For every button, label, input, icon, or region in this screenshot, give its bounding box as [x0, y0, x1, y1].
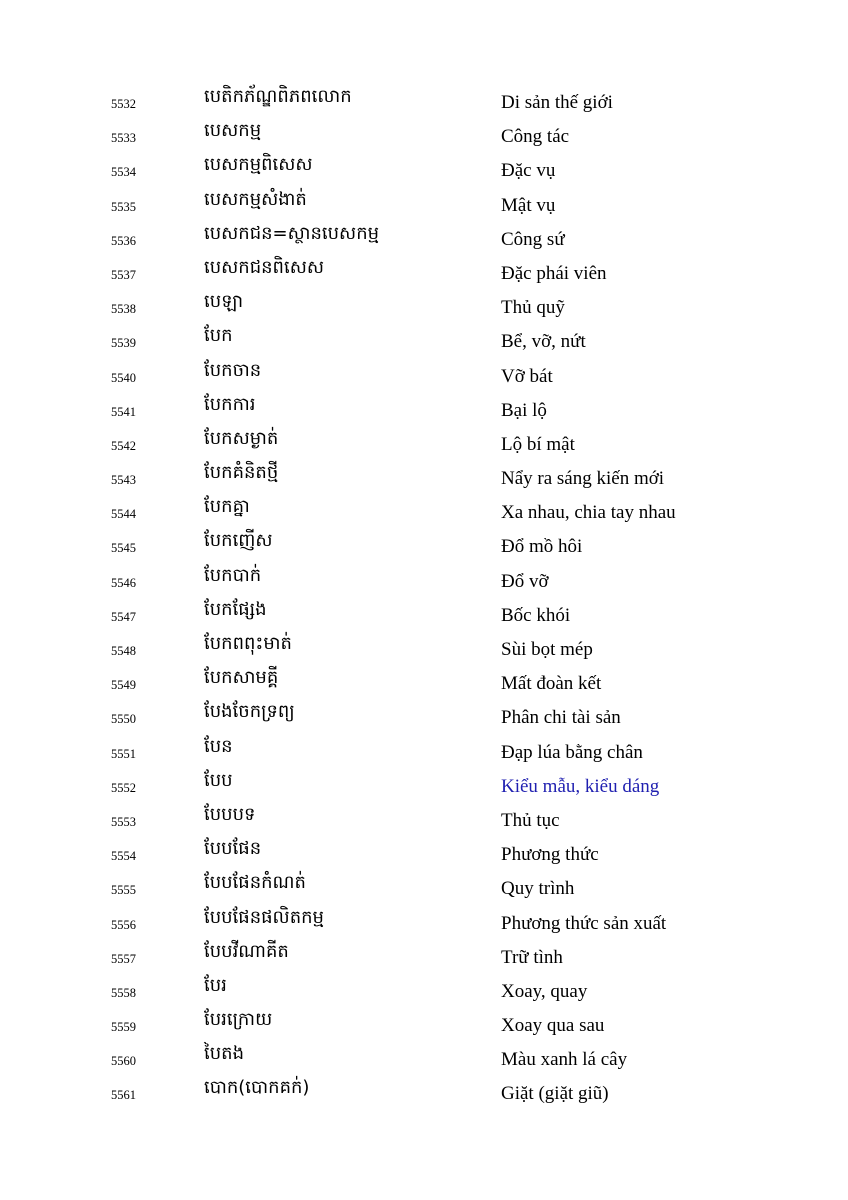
entry-row [0, 597, 848, 631]
khmer-term: បៃតង [204, 1043, 244, 1065]
khmer-term: បែប [204, 769, 233, 791]
entry-number: 5549 [111, 678, 136, 693]
entry-row [0, 768, 848, 802]
entry-number: 5560 [111, 1054, 136, 1069]
entry-number: 5551 [111, 746, 136, 761]
khmer-term: បែន [204, 735, 233, 757]
khmer-term: បែកការ [204, 393, 256, 415]
entry-row [0, 665, 848, 699]
entry-row [0, 1075, 848, 1109]
khmer-term: បោក(បោកគក់) [204, 1077, 310, 1099]
entry-row [0, 255, 848, 289]
entry-number: 5554 [111, 849, 136, 864]
entry-row [0, 1007, 848, 1041]
entry-number: 5538 [111, 302, 136, 317]
vietnamese-translation: Lộ bí mật [501, 433, 575, 455]
vietnamese-translation: Kiểu mẫu, kiểu dáng [501, 775, 660, 797]
khmer-term: បែបផែន [204, 838, 262, 860]
entry-row [0, 152, 848, 186]
vietnamese-translation: Trữ tình [501, 946, 563, 968]
entry-number: 5546 [111, 575, 136, 590]
vietnamese-translation: Mật vụ [501, 194, 556, 216]
entry-row [0, 528, 848, 562]
vietnamese-translation: Đổ vỡ [501, 570, 549, 592]
khmer-term: បែកចាន [204, 359, 262, 381]
khmer-term: បែបវីណាគីត [204, 940, 289, 962]
khmer-term: បែកគ្នា [204, 496, 250, 518]
vietnamese-translation: Mất đoàn kết [501, 673, 602, 695]
vietnamese-translation: Xa nhau, chia tay nhau [501, 502, 676, 524]
entry-row [0, 939, 848, 973]
entry-row [0, 1041, 848, 1075]
khmer-term: បែបផែនកំណត់ [204, 872, 306, 894]
vietnamese-translation: Phương thức [501, 844, 599, 866]
vietnamese-translation: Vỡ bát [501, 365, 553, 387]
entry-row [0, 494, 848, 528]
khmer-term: បេសកម្មពិសេស [204, 154, 313, 176]
vietnamese-translation: Đặc phái viên [501, 262, 607, 284]
entry-number: 5556 [111, 917, 136, 932]
entry-number: 5548 [111, 644, 136, 658]
vietnamese-translation: Đạp lúa bằng chân [501, 741, 643, 763]
khmer-term: បែកញើស [204, 530, 273, 552]
entry-row [0, 392, 848, 426]
entry-row [0, 221, 848, 255]
khmer-term: បែងចែកទ្រព្យ [204, 701, 295, 723]
entry-number: 5536 [111, 233, 136, 248]
khmer-term: បែបផែនផលិតកម្ម [204, 906, 324, 928]
khmer-term: បែកពពុះមាត់ [204, 633, 292, 654]
khmer-term: បែកគំនិតថ្មី [204, 462, 279, 484]
entry-number: 5555 [111, 883, 136, 898]
entry-number: 5541 [111, 404, 136, 419]
entry-number: 5545 [111, 541, 136, 556]
vietnamese-translation: Di sản thế giới [501, 92, 613, 113]
entry-number: 5543 [111, 473, 136, 488]
khmer-term: បែរ [204, 974, 227, 996]
khmer-term: បែកផ្សែង [204, 598, 267, 620]
vietnamese-translation: Quy trình [501, 878, 575, 900]
vietnamese-translation: Bại lộ [501, 399, 547, 421]
khmer-term: បែកបាក់ [204, 564, 262, 586]
khmer-term: បេឡា [204, 291, 244, 313]
vietnamese-translation: Sùi bọt mép [501, 639, 593, 660]
khmer-term: បេសកជនពិសេស [204, 256, 324, 278]
vietnamese-translation: Xoay qua sau [501, 1015, 605, 1037]
entry-number: 5533 [111, 131, 136, 146]
entry-row [0, 870, 848, 904]
entry-list [0, 84, 848, 1110]
entry-number: 5544 [111, 507, 136, 522]
entry-number: 5532 [111, 97, 136, 111]
entry-row [0, 699, 848, 733]
vietnamese-translation: Đổ mồ hôi [501, 536, 583, 558]
entry-row [0, 802, 848, 836]
khmer-term: បែក [204, 325, 233, 347]
khmer-term: បែបបទ [204, 803, 256, 825]
entry-number: 5540 [111, 370, 136, 385]
entry-number: 5553 [111, 814, 136, 829]
entry-number: 5561 [111, 1088, 136, 1103]
entry-row [0, 734, 848, 768]
vietnamese-translation: Nẩy ra sáng kiến mới [501, 468, 665, 490]
entry-row [0, 426, 848, 460]
entry-row [0, 358, 848, 392]
vietnamese-translation: Thủ tục [501, 809, 560, 831]
entry-row [0, 84, 848, 118]
entry-number: 5552 [111, 780, 136, 795]
entry-row [0, 187, 848, 221]
vietnamese-translation: Thủ quỹ [501, 297, 565, 319]
entry-row [0, 973, 848, 1007]
entry-number: 5557 [111, 951, 136, 966]
khmer-term: បេសកម្ម [204, 120, 262, 142]
vietnamese-translation: Giặt (giặt giũ) [501, 1083, 609, 1105]
entry-number: 5558 [111, 985, 136, 1000]
vietnamese-translation: Phân chi tài sản [501, 707, 621, 729]
entry-row [0, 323, 848, 357]
vietnamese-translation: Công tác [501, 126, 570, 148]
entry-number: 5542 [111, 438, 136, 453]
entry-number: 5559 [111, 1020, 136, 1035]
entry-number: 5535 [111, 199, 136, 214]
entry-number: 5547 [111, 609, 136, 624]
entry-row [0, 836, 848, 870]
entry-row [0, 118, 848, 152]
khmer-term: បែរក្រោយ [204, 1009, 273, 1031]
khmer-term: បែកសម្ងាត់ [204, 427, 279, 449]
vietnamese-translation: Bể, vỡ, nứt [501, 331, 586, 353]
vietnamese-translation: Đặc vụ [501, 160, 556, 182]
vietnamese-translation: Xoay, quay [501, 980, 588, 1002]
entry-number: 5537 [111, 267, 136, 282]
entry-row [0, 289, 848, 323]
entry-number: 5534 [111, 165, 136, 180]
khmer-term: បេសកជន=ស្ថានបេសកម្ម [204, 222, 380, 244]
entry-row [0, 460, 848, 494]
entry-row [0, 905, 848, 939]
vietnamese-translation: Phương thức sản xuất [501, 912, 667, 934]
vietnamese-translation: Màu xanh lá cây [501, 1049, 628, 1071]
khmer-term: បេសកម្មសំងាត់ [204, 188, 307, 210]
entry-row [0, 631, 848, 665]
vietnamese-translation: Bốc khói [501, 604, 571, 626]
entry-number: 5550 [111, 712, 136, 727]
khmer-term: បេតិកភ័ណ្ឌពិភពលោក [204, 86, 352, 107]
entry-number: 5539 [111, 336, 136, 351]
vietnamese-translation: Công sứ [501, 228, 565, 250]
khmer-term: បែកសាមគ្គី [204, 667, 279, 689]
entry-row [0, 563, 848, 597]
